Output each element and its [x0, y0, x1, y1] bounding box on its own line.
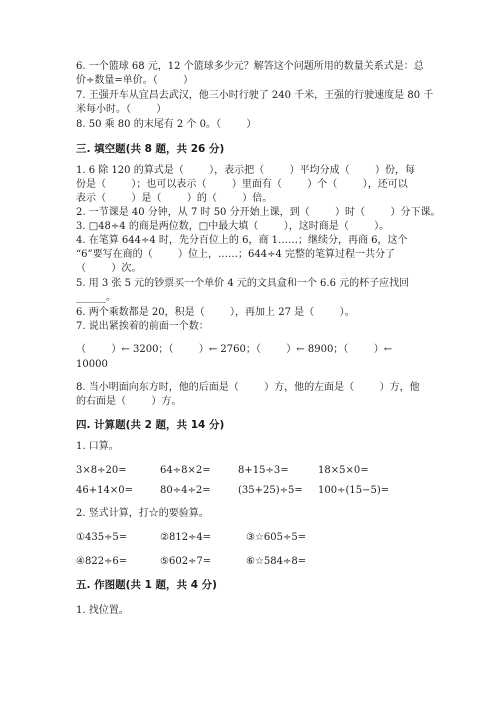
draw-q1-label: 1. 找位置。: [76, 605, 129, 616]
fill-q1-line-2: 份是（ ）；也可以表示（ ）里面有（ ）个（ ），还可以: [76, 179, 408, 190]
fill-q5-line-1: 5. 用 3 张 5 元的钞票买一个单价 4 元的文具盒和一个 6.6 元的杯子应找回: [76, 278, 410, 289]
fill-q4-line-2: “6”要写在商的（ ）位上，……；644÷4 完整的笔算过程一共分了: [76, 249, 396, 260]
written-item: ②812÷4=: [160, 532, 212, 543]
oral-item: 3×8÷20=: [76, 465, 127, 476]
section-4-title: 四. 计算题(共 2 题，共 14 分): [76, 419, 225, 431]
written-item: ④822÷6=: [76, 556, 128, 567]
oral-item: 64÷8×2=: [160, 465, 211, 476]
calc-q2-label: 2. 竖式计算，打☆的要验算。: [76, 508, 209, 519]
fill-q6: 6. 两个乘数都是 20，积是（ ），再加上 27 是（ ）。: [76, 307, 355, 318]
oral-item: 80÷4÷2=: [160, 485, 211, 496]
fill-q7-line-2: 10000: [76, 359, 108, 370]
fill-q5-line-2: ______。: [76, 292, 116, 303]
fill-q7-prompt: 7. 说出紧挨着的前面一个数：: [76, 321, 209, 332]
fill-q1-line-3: 表示（ ）是（ ）的（ ）倍。: [76, 193, 273, 204]
judge-item-6-line-1: 6. 一个篮球 68 元，12 个篮球多少元？解答这个问题所用的数量关系式是：总: [76, 61, 424, 72]
section-3-title: 三. 填空题(共 8 题，共 26 分): [76, 143, 225, 155]
fill-q8-line-2: 的右面是（ ）方。: [76, 396, 182, 407]
fill-q1-line-1: 1. 6 除 120 的算式是（ ），表示把（ ）平均分成（ ）份，每: [76, 165, 415, 176]
written-item: ①435÷5=: [76, 532, 128, 543]
written-item: ⑤602÷7=: [160, 556, 212, 567]
oral-item: 46+14×0=: [76, 485, 133, 496]
fill-q7-line-1: （ ）← 3200；（ ）← 2760；（ ）← 8900；（ ）←: [76, 344, 393, 355]
oral-item: 18×5×0=: [318, 465, 369, 476]
judge-item-8: 8. 50 乘 80 的末尾有 2 个 0。（ ）: [76, 119, 257, 130]
oral-item: 8+15÷3=: [238, 465, 289, 476]
section-5-title: 五. 作图题(共 1 题，共 4 分): [76, 579, 217, 591]
fill-q8-line-1: 8. 当小明面向东方时，他的后面是（ ）方，他的左面是（ ）方，他: [76, 382, 420, 393]
fill-q3: 3. □48÷4 的商是两位数，□中最大填（ ），这时商是（ ）。: [76, 221, 390, 232]
fill-q2: 2. 一节课是 40 分钟，从 7 时 50 分开始上课，到（ ）时（ ）分下课。: [76, 207, 441, 218]
written-item: ⑥☆584÷8=: [246, 556, 307, 567]
judge-item-7-line-1: 7. 王强开车从宜昌去武汉，他三小时行驶了 240 千米，王强的行驶速度是 80 千: [76, 90, 434, 101]
fill-q4-line-1: 4. 在笔算 644÷4 时，先分百位上的 6，商 1……；继续分，再商 6，这个: [76, 235, 408, 246]
calc-q1-label: 1. 口算。: [76, 441, 119, 452]
judge-item-6-line-2: 价÷数量=单价。（ ）: [76, 75, 194, 86]
oral-item: 100÷(15−5)=: [318, 485, 390, 496]
judge-item-7-line-2: 米每小时。（ ）: [76, 104, 167, 115]
oral-item: (35+25)÷5=: [238, 485, 303, 496]
fill-q4-line-3: （ ）次。: [76, 263, 142, 274]
written-item: ③☆605÷5=: [246, 532, 307, 543]
